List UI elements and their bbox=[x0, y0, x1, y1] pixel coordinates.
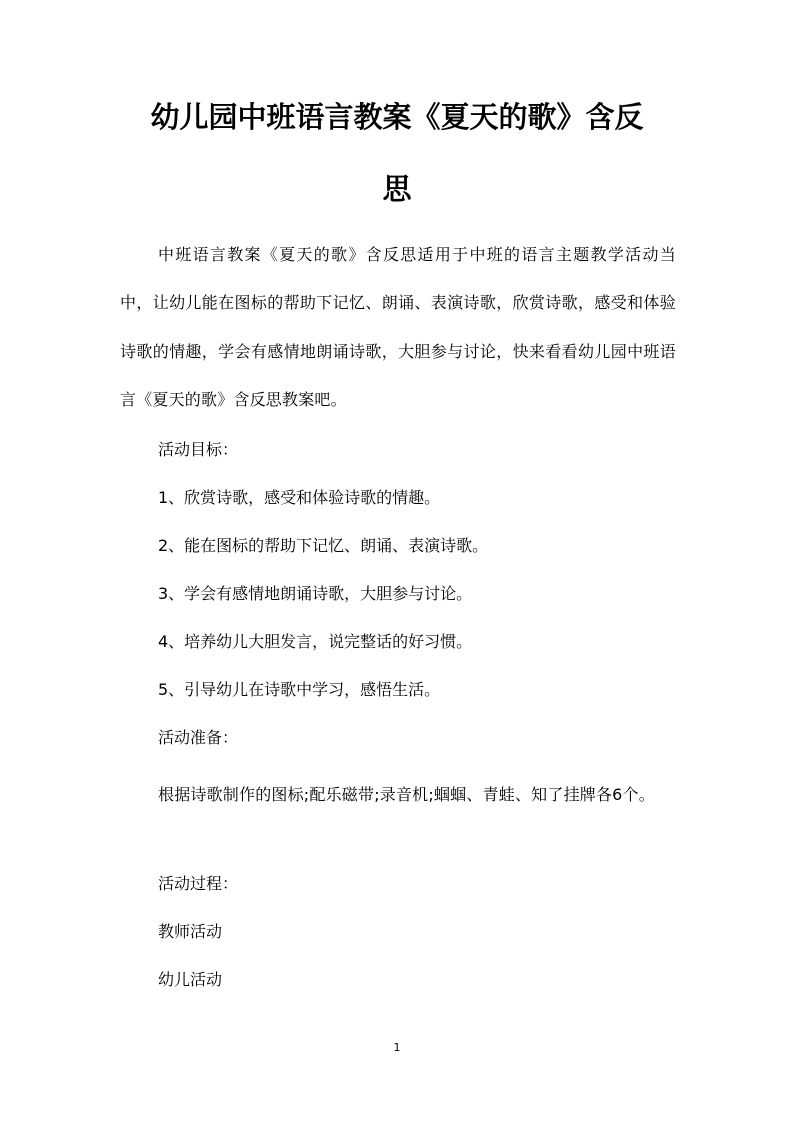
child-activity-label: 幼儿活动 bbox=[158, 970, 223, 989]
intro-paragraph: 中班语言教案《夏天的歌》含反思适用于中班的语言主题教学活动当中，让幼儿能在图标的帮助下记忆、朗诵、表演诗歌，欣赏诗歌，感受和体验诗歌的情趣，学会有感情地朗诵诗歌，大胆参与讨论，快来看看幼儿园中班语言《夏天的歌》含反思教案吧。 bbox=[120, 245, 676, 409]
goals-heading: 活动目标： bbox=[158, 440, 239, 459]
goal-item: 2、能在图标的帮助下记忆、朗诵、表演诗歌。 bbox=[158, 536, 489, 555]
goal-item: 4、培养幼儿大胆发言，说完整话的好习惯。 bbox=[158, 632, 473, 651]
goal-item: 5、引导幼儿在诗歌中学习，感悟生活。 bbox=[158, 680, 441, 699]
process-heading: 活动过程： bbox=[158, 874, 239, 893]
goal-item: 3、学会有感情地朗诵诗歌，大胆参与讨论。 bbox=[158, 584, 473, 603]
prep-paragraph: 根据诗歌制作的图标;配乐磁带;录音机;蝈蝈、青蛙、知了挂牌各6个。 bbox=[158, 785, 655, 804]
document-title-line-1: 幼儿园中班语言教案《夏天的歌》含反 bbox=[150, 100, 644, 134]
page-number: 1 bbox=[393, 1041, 401, 1054]
teacher-activity-label: 教师活动 bbox=[158, 922, 223, 941]
goal-item: 1、欣赏诗歌，感受和体验诗歌的情趣。 bbox=[158, 488, 441, 507]
prep-heading: 活动准备： bbox=[158, 728, 239, 747]
document-title-line-2: 思 bbox=[382, 172, 412, 206]
